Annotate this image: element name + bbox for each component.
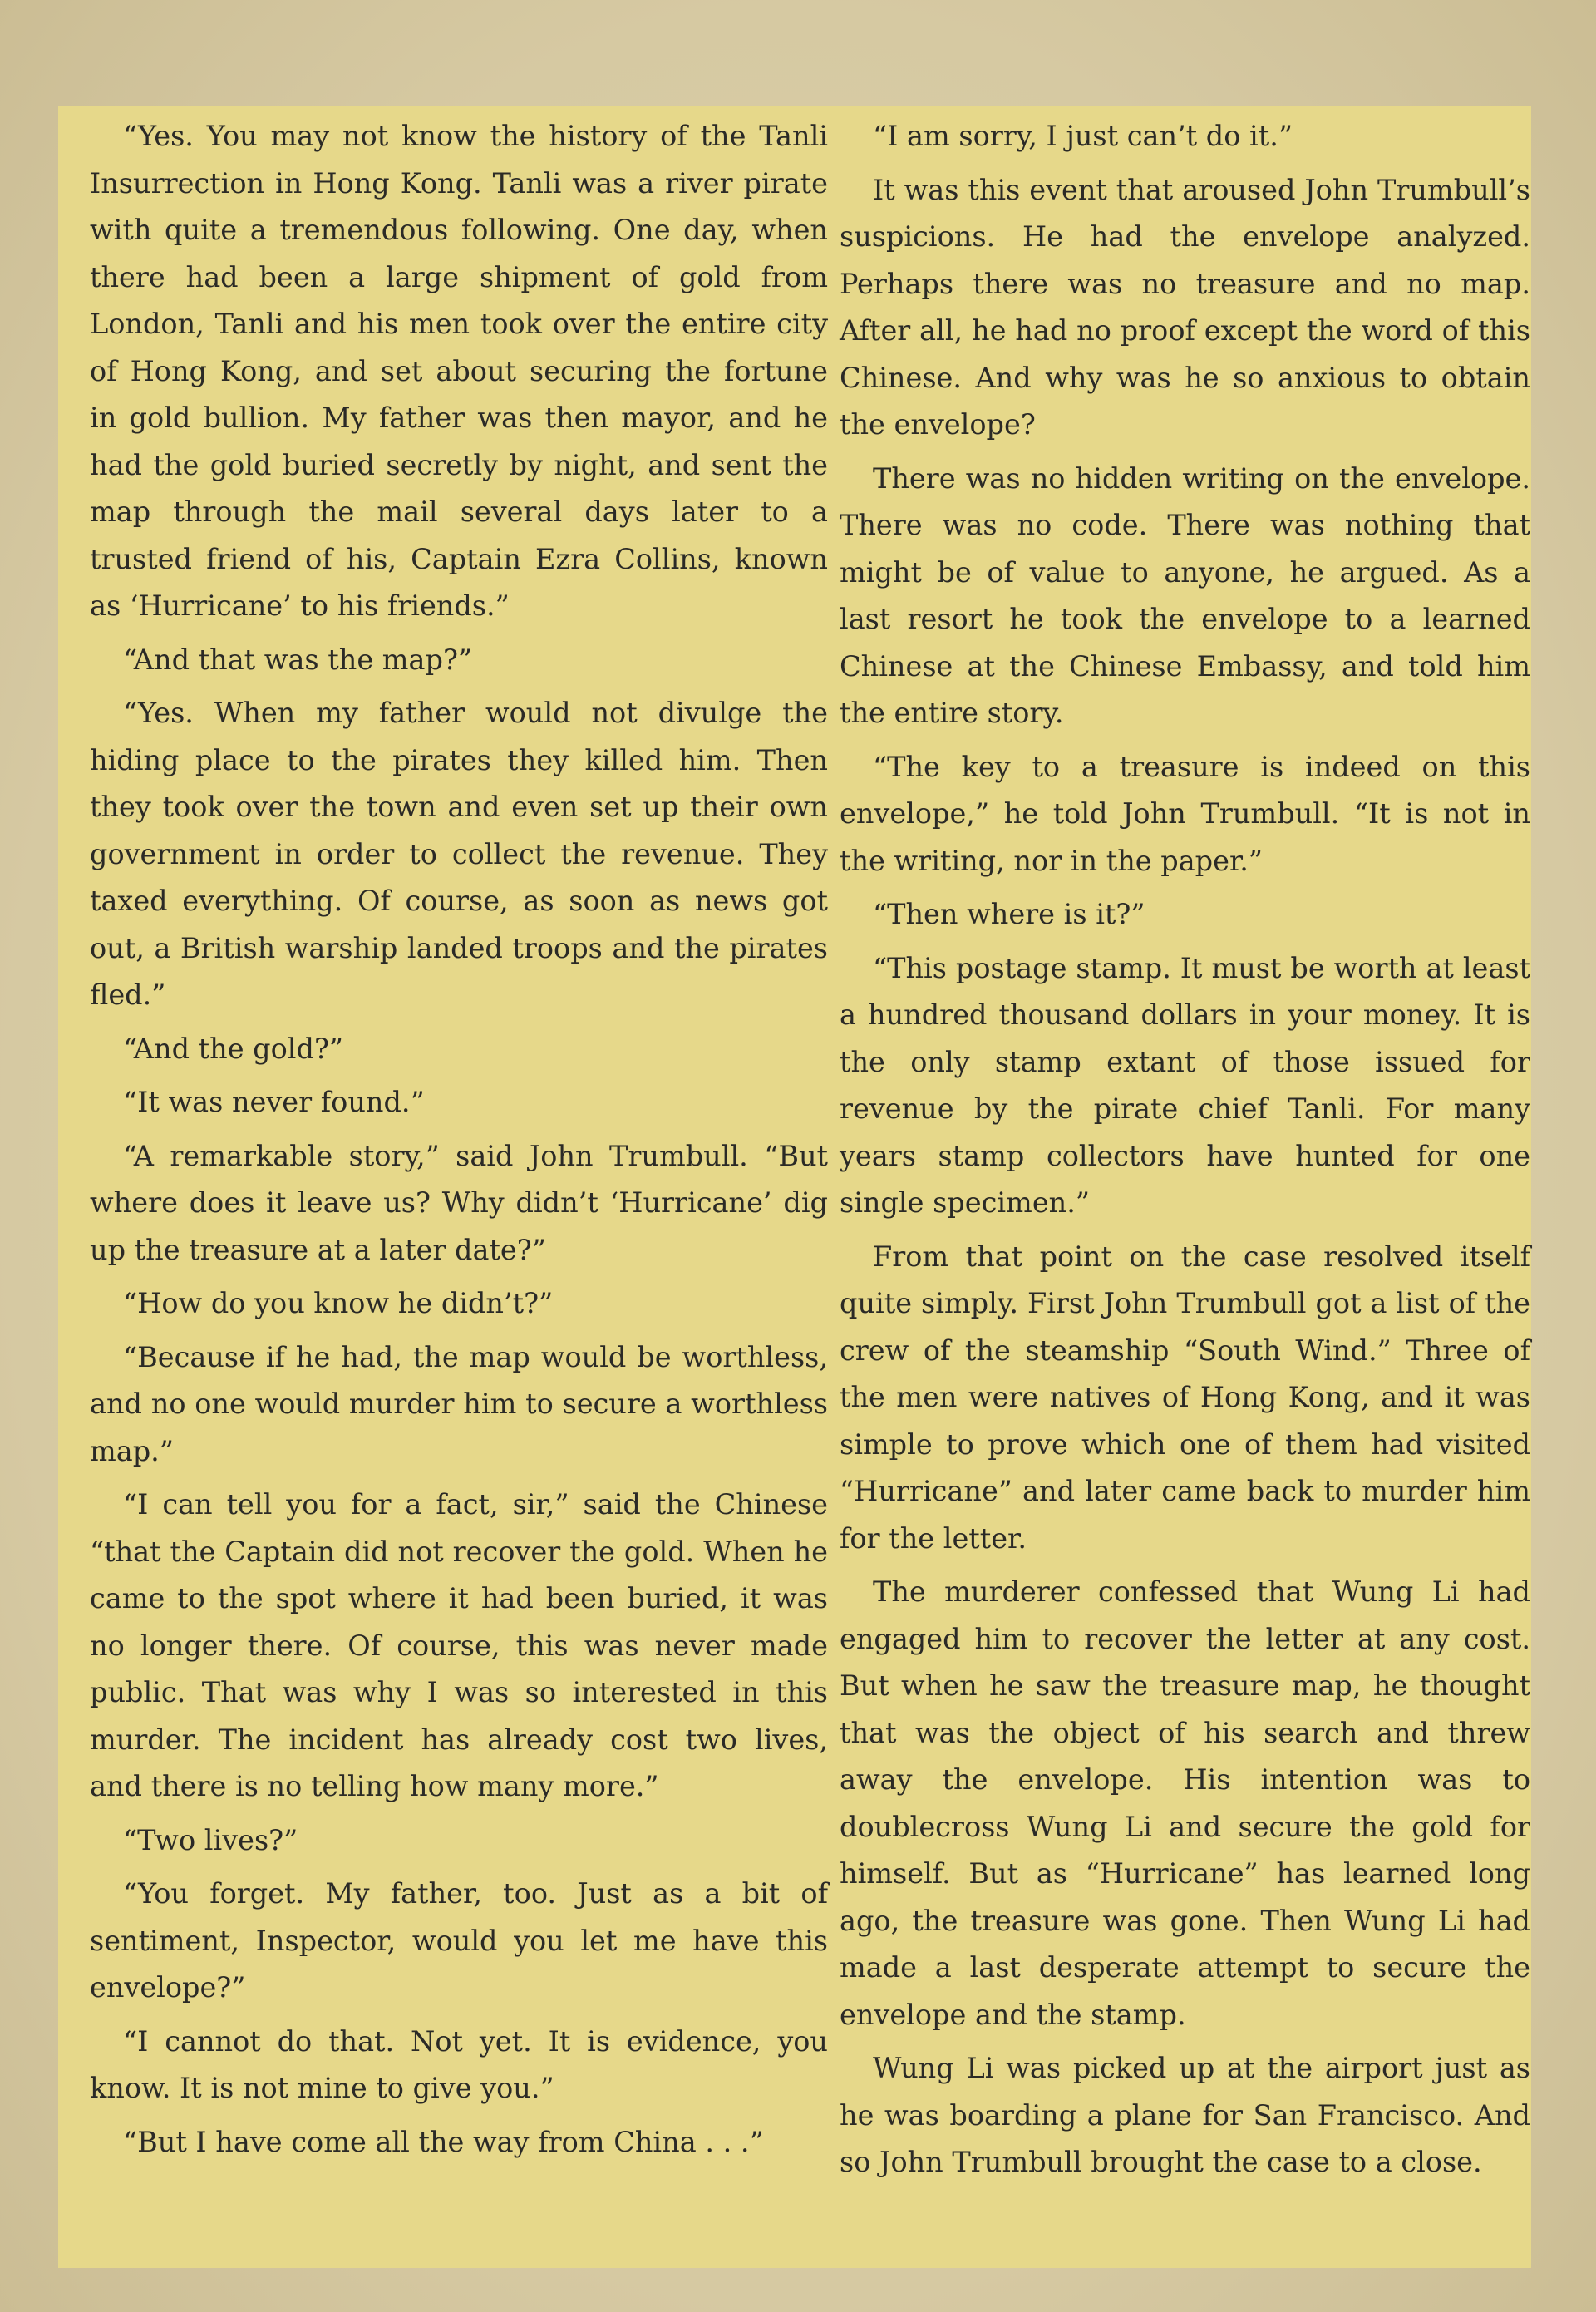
paragraph: “Because if he had, the map would be worthless, and no one would murder him to secure a worthless map.”	[90, 1340, 828, 1467]
paragraph: “This postage stamp. It must be worth at least a hundred thousand dollars in your money. It is the only stamp extant of those issued for revenue by the pirate chief Tanli. For many years stamp collectors have hunted for one single specimen.”	[840, 951, 1530, 1219]
paragraph: “I can tell you for a fact, sir,” said the Chinese “that the Captain did not recover the gold. When he came to the spot where it had been buried, it was no longer there. Of course, this was never made public. That was why I was so interested in this murder. The incident has already cost two lives, and there is no telling how many more.”	[90, 1488, 828, 1802]
paragraph: “A remarkable story,” said John Trumbull. “But where does it leave us? Why didn’t ‘Hurricane’ dig up the treasure at a later date?”	[90, 1139, 828, 1266]
paragraph: “How do you know he didn’t?”	[123, 1287, 554, 1319]
paragraph: “You forget. My father, too. Just as a bit of sentiment, Inspector, would you let me have this envelope?”	[90, 1877, 828, 2004]
paragraph: “It was never found.”	[123, 1086, 425, 1118]
paragraph: “Then where is it?”	[873, 898, 1145, 930]
paragraph: “But I have come all the way from China . . .”	[123, 2125, 764, 2158]
paragraph: Wung Li was picked up at the airport just as he was boarding a plane for San Francisco. And so John Trumbull brought the case to a close.	[840, 2052, 1530, 2178]
left-text-column	[58, 106, 856, 2268]
paragraph: The murderer confessed that Wung Li had engaged him to recover the letter at any cost. But when he saw the treasure map, he thought that was the object of his search and threw away the envelope. His intention was to doublecross Wung Li and secure the gold for himself. But as “Hurricane” has learned long ago, the treasure was gone. Then Wung Li had made a last desperate attempt to secure the envelope and the stamp.	[840, 1575, 1530, 2031]
paragraph: “I am sorry, I just can’t do it.”	[873, 120, 1293, 152]
paragraph: From that point on the case resolved itself quite simply. First John Trumbull got a list of the crew of the steamship “South Wind.” Three of the men were natives of Hong Kong, and it was simple to prove which one of them had visited “Hurricane” and later came back to murder him for the letter.	[840, 1240, 1530, 1555]
paragraph: It was this event that aroused John Trumbull’s suspicions. He had the envelope analyzed. Perhaps there was no treasure and no map. After all, he had no proof except the word of this Chinese. And why was he so anxious to obtain the envelope?	[840, 173, 1530, 441]
paragraph: “The key to a treasure is indeed on this envelope,” he told John Trumbull. “It is not in the writing, nor in the paper.”	[840, 750, 1530, 877]
paragraph: “And the gold?”	[123, 1032, 344, 1065]
right-text-column	[836, 106, 1531, 2268]
paragraph: “And that was the map?”	[123, 643, 473, 676]
paragraph: “Two lives?”	[123, 1823, 298, 1856]
paragraph: “Yes. You may not know the history of the Tanli Insurrection in Hong Kong. Tanli was a river pirate with quite a tremendous following. One day, when there had been a large shipment of gold from London, Tanli and his men took over the entire city of Hong Kong, and set about securing the fortune in gold bullion. My father was then mayor, and he had the gold buried secretly by night, and sent the map through the mail several days later to a trusted friend of his, Captain Ezra Collins, known as ‘Hurricane’ to his friends.”	[90, 120, 828, 622]
paragraph: There was no hidden writing on the envelope. There was no code. There was nothing that might be of value to anyone, he argued. As a last resort he took the envelope to a learned Chinese at the Chinese Embassy, and told him the entire story.	[840, 461, 1530, 729]
paragraph: “I cannot do that. Not yet. It is evidence, you know. It is not mine to give you.”	[90, 2024, 828, 2104]
paragraph: “Yes. When my father would not divulge the hiding place to the pirates they killed him. Then they took over the town and even set up their own government in order to collect the revenue. They taxed everything. Of course, as soon as news got out, a British warship landed troops and the pirates fled.”	[90, 697, 828, 1011]
